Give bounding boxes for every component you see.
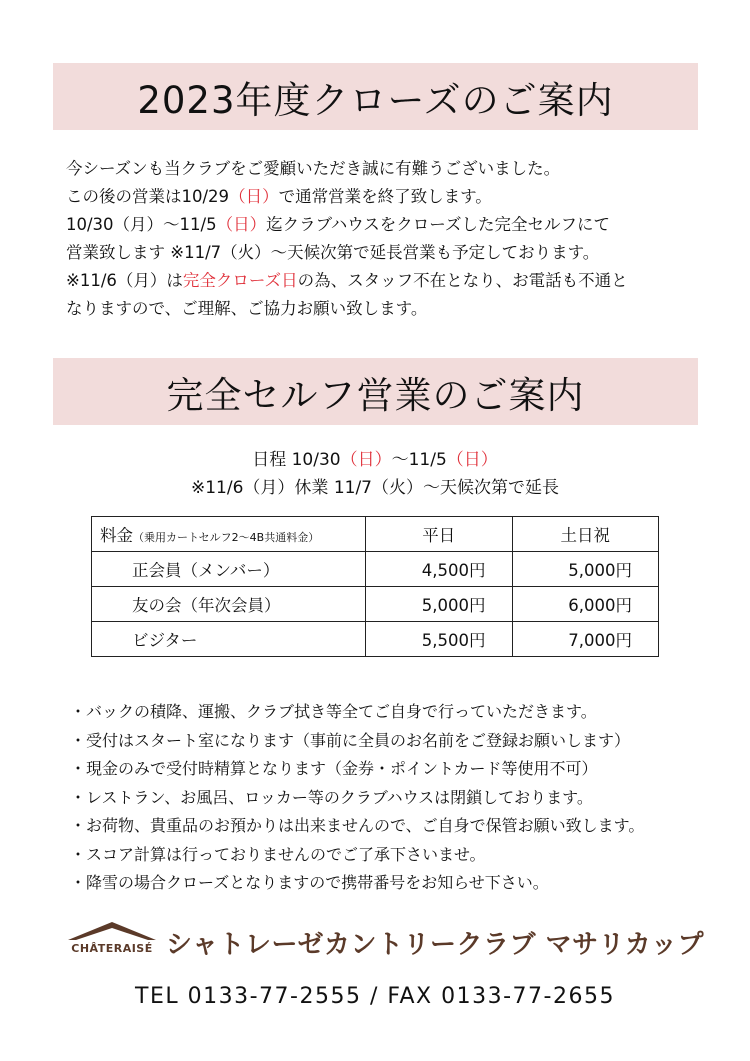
chateraise-roof-icon [62,918,162,964]
fee-row-weekend: 6,000円 [512,587,659,622]
intro-line-3-day: （日） [216,215,267,234]
closure-notice-banner [53,63,698,130]
fee-row-label: 友の会（年次会員） [92,587,366,622]
list-item: ・スコア計算は行っておりませんのでご了承下さいませ。 [70,844,486,864]
list-item: ・レストラン、お風呂、ロッカー等のクラブハウスは閉鎖しております。 [70,787,593,807]
schedule-block [0,446,750,502]
list-item: ・現金のみで受付時精算となります（金券・ポイントカード等使用不可） [70,759,598,778]
fee-header-label [92,517,366,552]
table-row [92,587,659,622]
table-row [92,552,659,587]
notes-list [70,698,644,898]
fee-header-weekday: 平日 [366,517,512,552]
schedule-line-1 [0,446,750,474]
intro-line-6: なりますので、ご理解、ご協力お願い致します。 [66,299,428,318]
fee-row-weekday: 5,500円 [366,622,512,657]
intro-line-5-text-c: の為、スタッフ不在となり、お電話も不通と [297,271,628,290]
list-item: ・バックの積降、運搬、クラブ拭き等全てご自身で行っていただきます。 [70,702,597,721]
list-item: ・受付はスタート室になります（事前に全員のお名前をご登録お願いします） [70,730,631,750]
intro-line-3 [66,211,706,239]
list-item: ・降雪の場合クローズとなりますので携帯番号をお知らせ下さい。 [70,873,549,892]
list-item: ・お荷物、貴重品のお預かりは出来ませんので、ご自身で保管お願い致します。 [70,816,645,835]
intro-line-3-text-a: 10/30（月）～11/5 [66,215,217,234]
self-service-title: 完全セルフ営業のご案内 [166,373,585,417]
fee-row-weekday: 4,500円 [366,552,512,587]
contact-info: TEL 0133-77-2555 / FAX 0133-77-2655 [135,984,615,1009]
fee-header-main: 料金 [100,526,133,545]
intro-line-5-text-a: ※11/6（月）は [66,271,183,290]
self-service-banner [53,358,698,425]
table-row [92,622,659,657]
fee-row-label: ビジター [92,622,366,657]
fee-row-label: 正会員（メンバー） [92,552,366,587]
club-logo [62,918,704,966]
schedule-text-c: ～11/5 [391,450,447,470]
intro-line-2-day: （日） [229,187,279,206]
intro-line-4: 営業致します ※11/7（火）～天候次第で延長営業も予定しております。 [66,243,600,262]
fee-header-weekend: 土日祝 [512,517,659,552]
fee-header-note: （乗用カートセルフ2～4B共通料金） [133,531,320,544]
intro-line-5-highlight: 完全クローズ日 [182,271,298,290]
club-name: シャトレーゼカントリークラブ マサリカップ [166,930,704,960]
intro-line-2-text-a: この後の営業は10/29 [66,187,230,206]
fee-row-weekend: 7,000円 [512,622,659,657]
logo-mark-text: CHÂTERAISÉ [71,942,153,955]
intro-line-2-text-c: で通常営業を終了致します。 [278,187,492,206]
fee-table-header [92,517,659,552]
intro-line-5 [66,267,706,295]
schedule-day-2: （日） [446,450,498,470]
schedule-text-a: 日程 10/30 [252,450,341,470]
intro-paragraph [66,155,706,323]
intro-line-1: 今シーズンも当クラブをご愛顧いただき誠に有難うございました。 [66,159,561,178]
intro-line-3-text-c: 迄クラブハウスをクローズした完全セルフにて [266,215,610,234]
intro-line-2 [66,183,706,211]
schedule-day-1: （日） [340,450,392,470]
fee-row-weekday: 5,000円 [366,587,512,622]
fee-row-weekend: 5,000円 [512,552,659,587]
closure-notice-title: 2023年度クローズのご案内 [137,78,614,122]
schedule-line-2: ※11/6（月）休業 11/7（火）～天候次第で延長 [191,478,559,498]
fee-table [91,516,659,657]
